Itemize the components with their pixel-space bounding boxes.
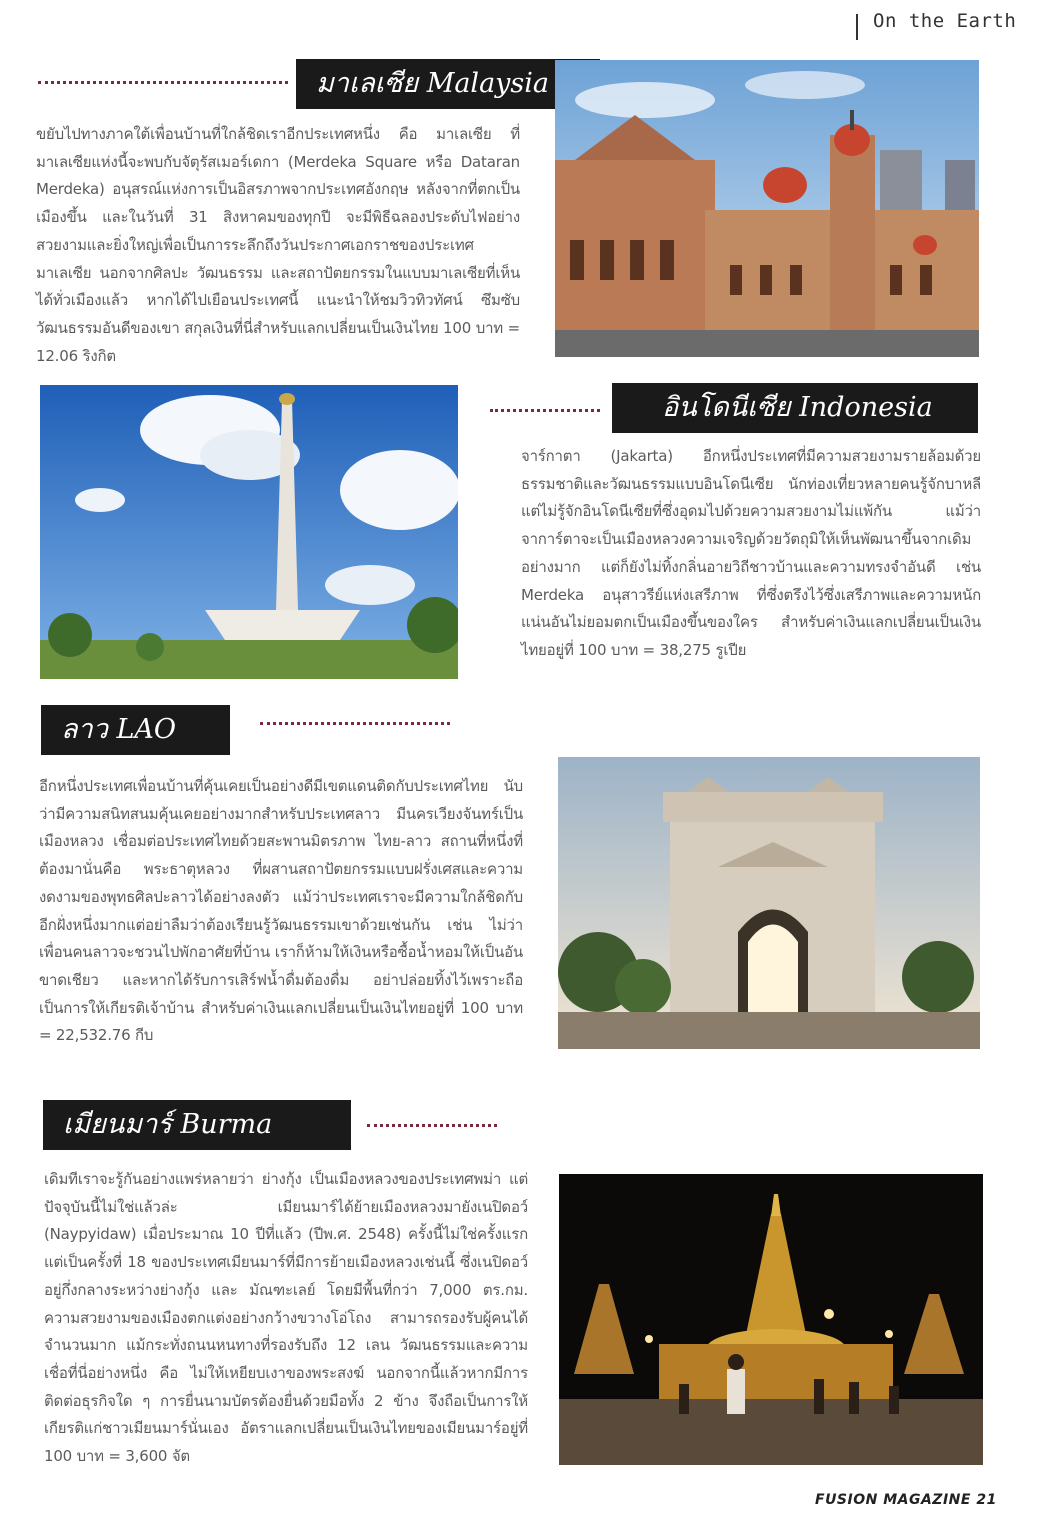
photo-burma-pagoda — [559, 1174, 983, 1465]
title-lao: ลาว LAO — [41, 705, 230, 755]
body-malaysia: ขยับไปทางภาคใต้เพื่อนบ้านที่ใกล้ชิดเราอีกประเทศหนึ่ง คือ มาเลเซีย ที่มาเลเซียแห่งนี้จะพบกับจัตุรัสเมอร์เดกา (Merdeka Square หรือ Dataran Merdeka) อนุสรณ์แห่งการเป็นอิสรภาพจากประเทศอังกฤษ หลังจากที่ตกเป็นเมืองขึ้น และในวันที่ 31 สิงหาคมของทุกปี จะมีพิธีฉลองประดับไฟอย่างสวยงามและยิ่งใหญ่เพื่อเป็นการระลึกถึงวันประกาศเอกราชของประเทศมาเลเซีย นอกจากศิลปะ วัฒนธรรม และสถาปัตยกรรมในแบบมาเลเซียที่เห็นได้ทั่วเมืองแล้ว หากได้ไปเยือนประเทศนี้ แนะนำให้ชมวิวทิวทัศน์ ซึมซับวัฒนธรรมอันดีของเขา สกุลเงินที่นี่สำหรับแลกเปลี่ยนเป็นเงินไทย 100 บาท = 12.06 ริงกิต — [36, 125, 520, 365]
title-dots-lao — [260, 722, 450, 725]
body-lao: อีกหนึ่งประเทศเพื่อนบ้านที่คุ้นเคยเป็นอย่างดีมีเขตแดนติดกับประเทศไทย นับว่ามีความสนิทสนมคุ้นเคยอย่างมากสำหรับประเทศลาว มีนครเวียงจันทร์เป็นเมืองหลวง เชื่อมต่อประเทศไทยด้วยสะพานมิตรภาพ ไทย-ลาว สถานที่หนึ่งที่ต้องมานั่นคือ พระธาตุหลวง ที่ผสานสถาปัตยกรรมแบบฝรั่งเศสและความงดงามของพุทธศิลปะลาวได้อย่างลงตัว แม้ว่าประเทศเราจะมีความใกล้ชิดกับอีกฝั่งหนึ่งมากแต่อย่าลืมว่าต้องเรียนรู้วัฒนธรรมเขาด้วยเช่นกัน เช่น ไม่ว่าเพื่อนคนลาวจะชวนไปพักอาศัยที่บ้าน เราก็ห้ามให้เงินหรือซื้อน้ำหอมให้เป็นอันขาดเชียว และหากได้รับการเสิร์ฟน้ำดื่มต้องดื่ม อย่าปล่อยทิ้งไว้เพราะถือเป็นการให้เกียรติเจ้าบ้าน สำหรับค่าเงินแลกเปลี่ยนเป็นเงินไทยอยู่ที่ 100 บาท = 22,532.76 กีบ — [39, 777, 523, 1045]
section-header: On the Earth — [873, 10, 1017, 32]
photo-malaysia-building — [555, 60, 979, 357]
page-footer: FUSION MAGAZINE 21 — [815, 1492, 997, 1508]
title-malaysia: มาเลเซีย Malaysia — [296, 59, 600, 109]
photo-lao-patuxai — [558, 757, 980, 1049]
title-indonesia: อินโดนีเซีย Indonesia — [612, 383, 978, 433]
body-indonesia: จาร์กาตา (Jakarta) อีกหนึ่งประเทศที่มีความสวยงามรายล้อมด้วยธรรมชาติและวัฒนธรรมแบบอินโดนีเซีย นักท่องเที่ยวหลายคนรู้จักบาหลีแต่ไม่รู้จักอินโดนีเซียที่ซึ่งอุดมไปด้วยความสวยงามไม่แพ้กัน แม้ว่าจาการ์ตาจะเป็นเมืองหลวงความเจริญด้วยวัตถุมิให้เห็นพัฒนาขึ้นจากเดิมอย่างมาก แต่ก็ยังไม่ทิ้งกลิ่นอายวิถีชาวบ้านและความทรงจำอันดี เช่น Merdeka อนุสาวรีย์แห่งเสรีภาพ ที่ซึ่งตรึงไว้ซึ่งเสรีภาพและความหนักแน่นอันไม่ยอมตกเป็นเมืองขึ้นของใคร สำหรับค่าเงินแลกเปลี่ยนเป็นเงินไทยอยู่ที่ 100 บาท = 38,275 รูเปีย — [521, 447, 981, 659]
title-dots-burma — [367, 1124, 497, 1127]
title-burma: เมียนมาร์ Burma — [43, 1100, 351, 1150]
header-divider — [856, 14, 858, 40]
title-dots-malaysia — [38, 81, 288, 84]
photo-indonesia-monument — [40, 385, 458, 679]
title-dots-indonesia — [490, 409, 600, 412]
body-burma: เดิมทีเราจะรู้กันอย่างแพร่หลายว่า ย่างกุ้ง เป็นเมืองหลวงของประเทศพม่า แต่ปัจจุบันนี้ไม่ใช่แล้วล่ะ เมียนมาร์ได้ย้ายเมืองหลวงมายังเนปิดอว์ (Naypyidaw) เมื่อประมาณ 10 ปีที่แล้ว (ปีพ.ศ. 2548) ครั้งนี้ไม่ใช่ครั้งแรก แต่เป็นครั้งที่ 18 ของประเทศเมียนมาร์ที่มีการย้ายเมืองหลวงเช่นนี้ ซึ่งเนปิดอว์อยู่กึ่งกลางระหว่างย่างกุ้ง และ มัณฑะเลย์ โดยมีพื้นที่กว่า 7,000 ตร.กม. ความสวยงามของเมืองตกแต่งอย่างกว้างขวางโอ่โถง สามารถรองรับผู้คนได้จำนวนมาก แม้กระทั่งถนนหนทางที่รองรับถึง 12 เลน วัฒนธรรมและความเชื่อที่นี่อย่างหนึ่ง คือ ไม่ให้เหยียบเงาของพระสงฆ์ นอกจากนี้แล้วหากมีการติดต่อธุรกิจใด ๆ การยื่นนามบัตรต้องยื่นด้วยมือทั้ง 2 ข้าง จึงถือเป็นการให้เกียรติแก่ชาวเมียนมาร์นั่นเอง อัตราแลกเปลี่ยนเป็นเงินไทยของเมียนมาร์อยู่ที่ 100 บาท = 3,600 จัต — [44, 1170, 528, 1466]
